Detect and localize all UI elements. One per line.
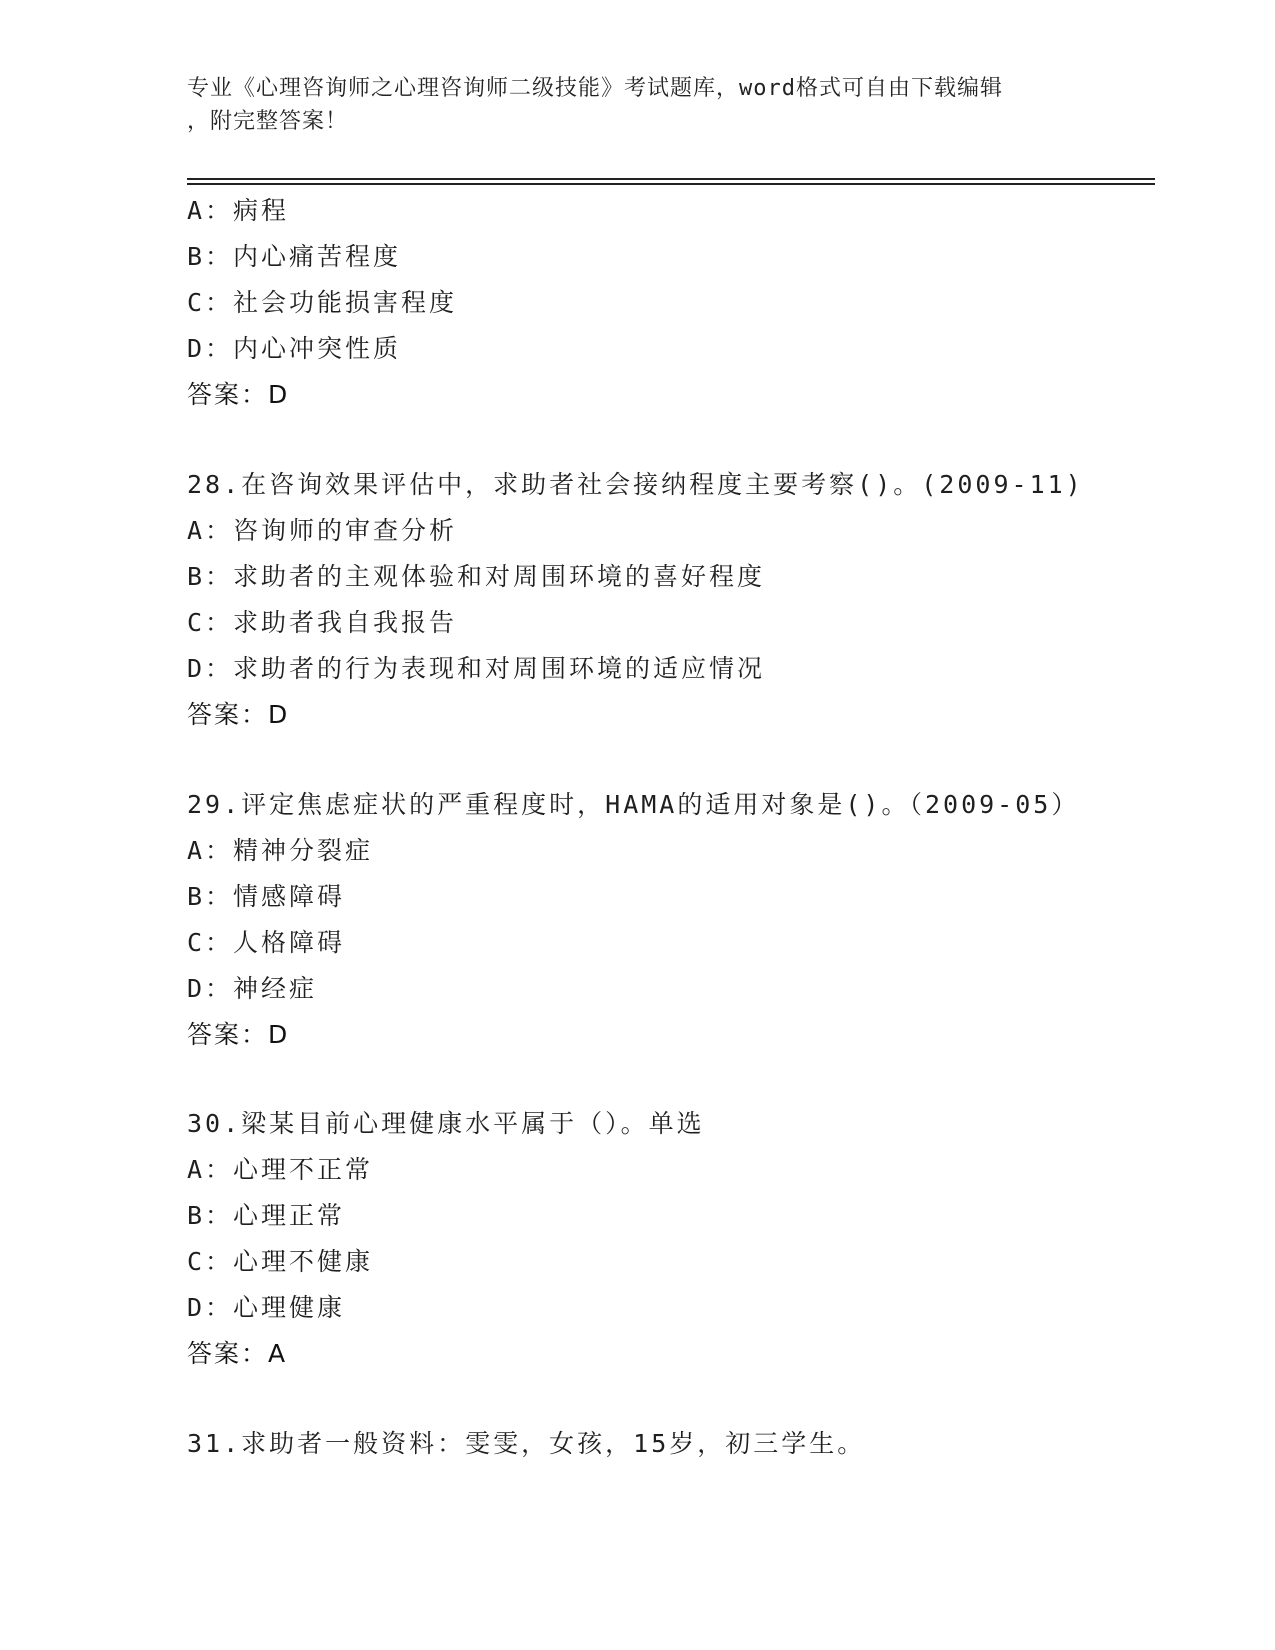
question-block <box>187 1101 1155 1377</box>
header-divider-top <box>187 178 1155 180</box>
header-divider-bottom <box>187 183 1155 185</box>
option-c: C：求助者我自我报告 <box>187 608 458 637</box>
question-stem: 30.梁某目前心理健康水平属于（）。单选 <box>187 1109 705 1138</box>
option-d: D：求助者的行为表现和对周围环境的适应情况 <box>187 654 766 683</box>
answer-line: 答案：D <box>187 380 290 409</box>
option-c: C：社会功能损害程度 <box>187 288 458 317</box>
question-block <box>187 782 1155 1058</box>
option-c: C：心理不健康 <box>187 1247 374 1276</box>
question-stem: 29.评定焦虑症状的严重程度时，HAMA的适用对象是()。（2009-05） <box>187 790 1080 819</box>
option-d: D：心理健康 <box>187 1293 346 1322</box>
option-a: A：精神分裂症 <box>187 836 374 865</box>
option-b: B：心理正常 <box>187 1201 346 1230</box>
header-line-2: ，附完整答案！ <box>187 109 349 134</box>
header-line-1: 专业《心理咨询师之心理咨询师二级技能》考试题库，word格式可自由下载编辑 <box>187 76 1003 101</box>
answer-line: 答案：D <box>187 700 290 729</box>
option-b: B：求助者的主观体验和对周围环境的喜好程度 <box>187 562 766 591</box>
option-d: D：神经症 <box>187 974 318 1003</box>
option-a: A：病程 <box>187 196 290 225</box>
answer-line: 答案：D <box>187 1020 290 1049</box>
option-a: A：心理不正常 <box>187 1155 374 1184</box>
question-stem: 28.在咨询效果评估中，求助者社会接纳程度主要考察()。(2009-11) <box>187 470 1084 499</box>
answer-line: 答案：A <box>187 1339 288 1368</box>
option-d: D：内心冲突性质 <box>187 334 402 363</box>
question-block <box>187 462 1155 738</box>
option-a: A：咨询师的审查分析 <box>187 516 458 545</box>
option-b: B：情感障碍 <box>187 882 346 911</box>
question-block <box>187 188 1155 418</box>
question-block <box>187 1421 1155 1467</box>
document-header <box>187 72 1077 138</box>
option-c: C：人格障碍 <box>187 928 346 957</box>
option-b: B：内心痛苦程度 <box>187 242 402 271</box>
question-stem: 31.求助者一般资料：雯雯，女孩，15岁，初三学生。 <box>187 1429 866 1458</box>
